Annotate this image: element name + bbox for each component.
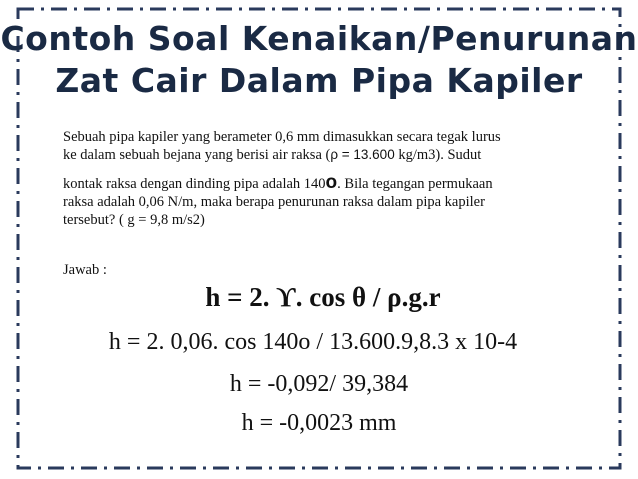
problem-line-3-c: . Bila tegangan permukaan: [337, 176, 493, 192]
degree-symbol: o: [325, 172, 338, 193]
calculation-step-2: h = -0,092/ 39,384: [229, 371, 409, 397]
problem-line-2: [63, 146, 608, 164]
formula: h = 2. ϒ. cos θ / ρ.g.r: [205, 282, 441, 312]
problem-line-3-a: kontak raksa dengan dinding pipa adalah 140: [63, 176, 326, 192]
problem-text: [63, 128, 608, 229]
slide-title-line2: Zat Cair Dalam Pipa Kapiler: [55, 61, 583, 100]
problem-line-2-c: kg/m3). Sudut: [394, 147, 482, 163]
problem-line-4: raksa adalah 0,06 N/m, maka berapa penurunan raksa dalam pipa kapiler: [63, 194, 485, 210]
problem-line-5: tersebut? ( g = 9,8 m/s2): [63, 212, 205, 228]
problem-line-3: [63, 174, 608, 193]
problem-line-2-a: ke dalam sebuah bejana yang berisi air raksa (: [63, 147, 331, 163]
density-value: ρ = 13.600: [330, 147, 395, 162]
answer-label: Jawab :: [63, 262, 107, 278]
problem-line-1: Sebuah pipa kapiler yang berameter 0,6 mm dimasukkan secara tegak lurus: [63, 129, 501, 145]
slide-title-line1: Contoh Soal Kenaikan/Penurunan: [0, 19, 638, 58]
calculation-step-1: h = 2. 0,06. cos 140o / 13.600.9,8.3 x 10-4: [108, 329, 518, 355]
calculation-result: h = -0,0023 mm: [241, 410, 397, 436]
